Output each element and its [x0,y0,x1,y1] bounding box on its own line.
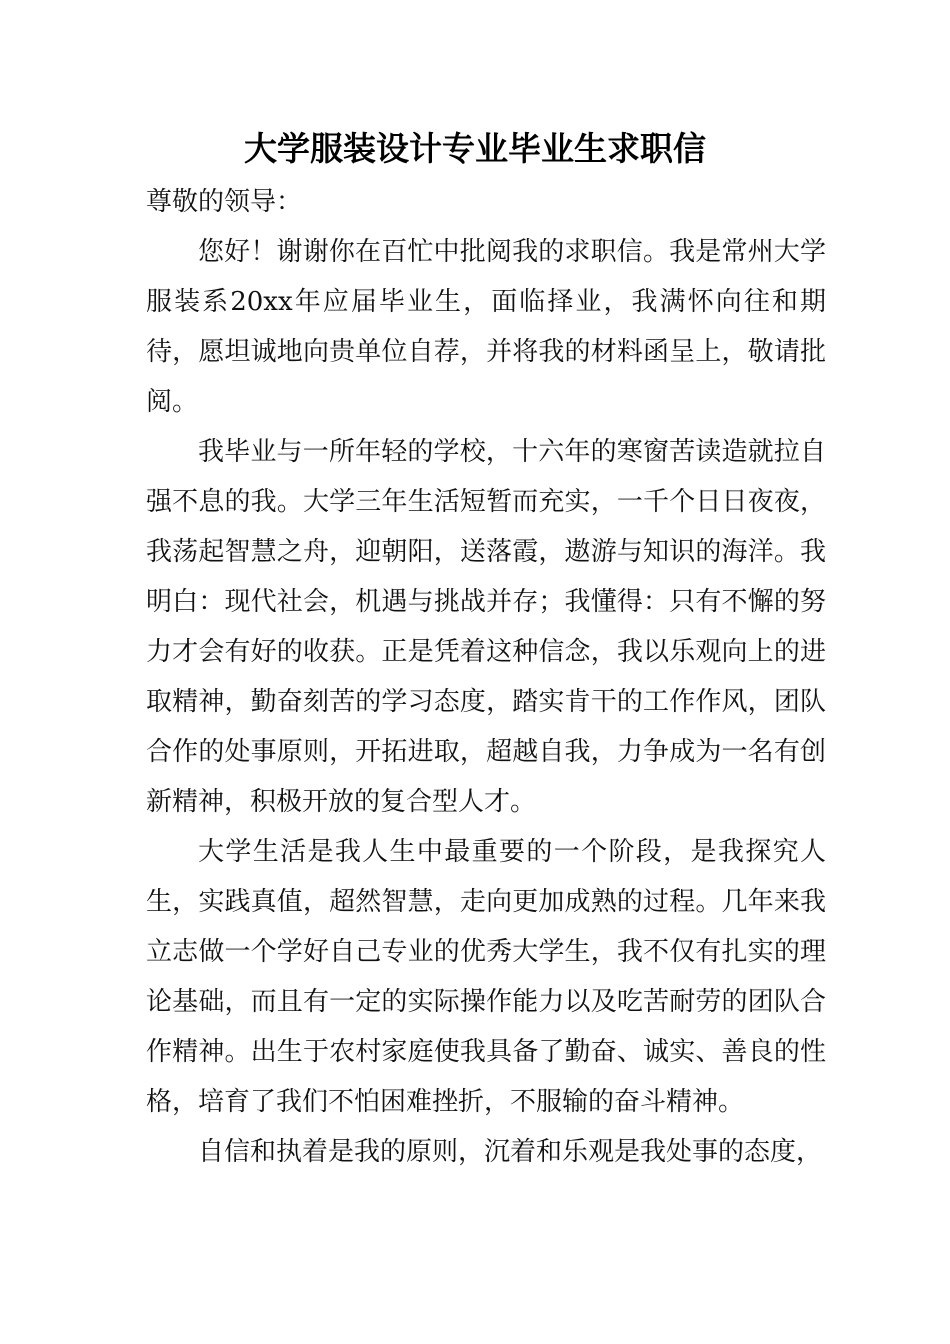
letter-body [146,177,826,1177]
paragraph-background: 我毕业与一所年轻的学校，十六年的寒窗苦读造就拉自强不息的我。大学三年生活短暂而充实，一千个日日夜夜，我荡起智慧之舟，迎朝阳，送落霞，遨游与知识的海洋。我明白：现代社会，机遇与挑战并存；我懂得：只有不懈的努力才会有好的收获。正是凭着这种信念，我以乐观向上的进取精神，勤奋刻苦的学习态度，踏实肯干的工作作风，团队合作的处事原则，开拓进取，超越自我，力争成为一名有创新精神，积极开放的复合型人才。 [146,437,826,817]
paragraph-principles: 自信和执着是我的原则，沉着和乐观是我处事的态度， [198,1137,823,1167]
paragraph-university-life: 大学生活是我人生中最重要的一个阶段，是我探究人生，实践真值，超然智慧，走向更加成熟的过程。几年来我立志做一个学好自己专业的优秀大学生，我不仅有扎实的理论基础，而且有一定的实际操作能力以及吃苦耐劳的团队合作精神。出生于农村家庭使我具备了勤奋、诚实、善良的性格，培育了我们不怕困难挫折，不服输的奋斗精神。 [146,837,826,1117]
salutation: 尊敬的领导： [146,187,303,217]
document-title: 大学服装设计专业毕业生求职信 [244,129,706,168]
paragraph-greeting: 您好！谢谢你在百忙中批阅我的求职信。我是常州大学服装系20xx年应届毕业生，面临择业，我满怀向往和期待，愿坦诚地向贵单位自荐，并将我的材料函呈上，敬请批阅。 [146,237,826,417]
